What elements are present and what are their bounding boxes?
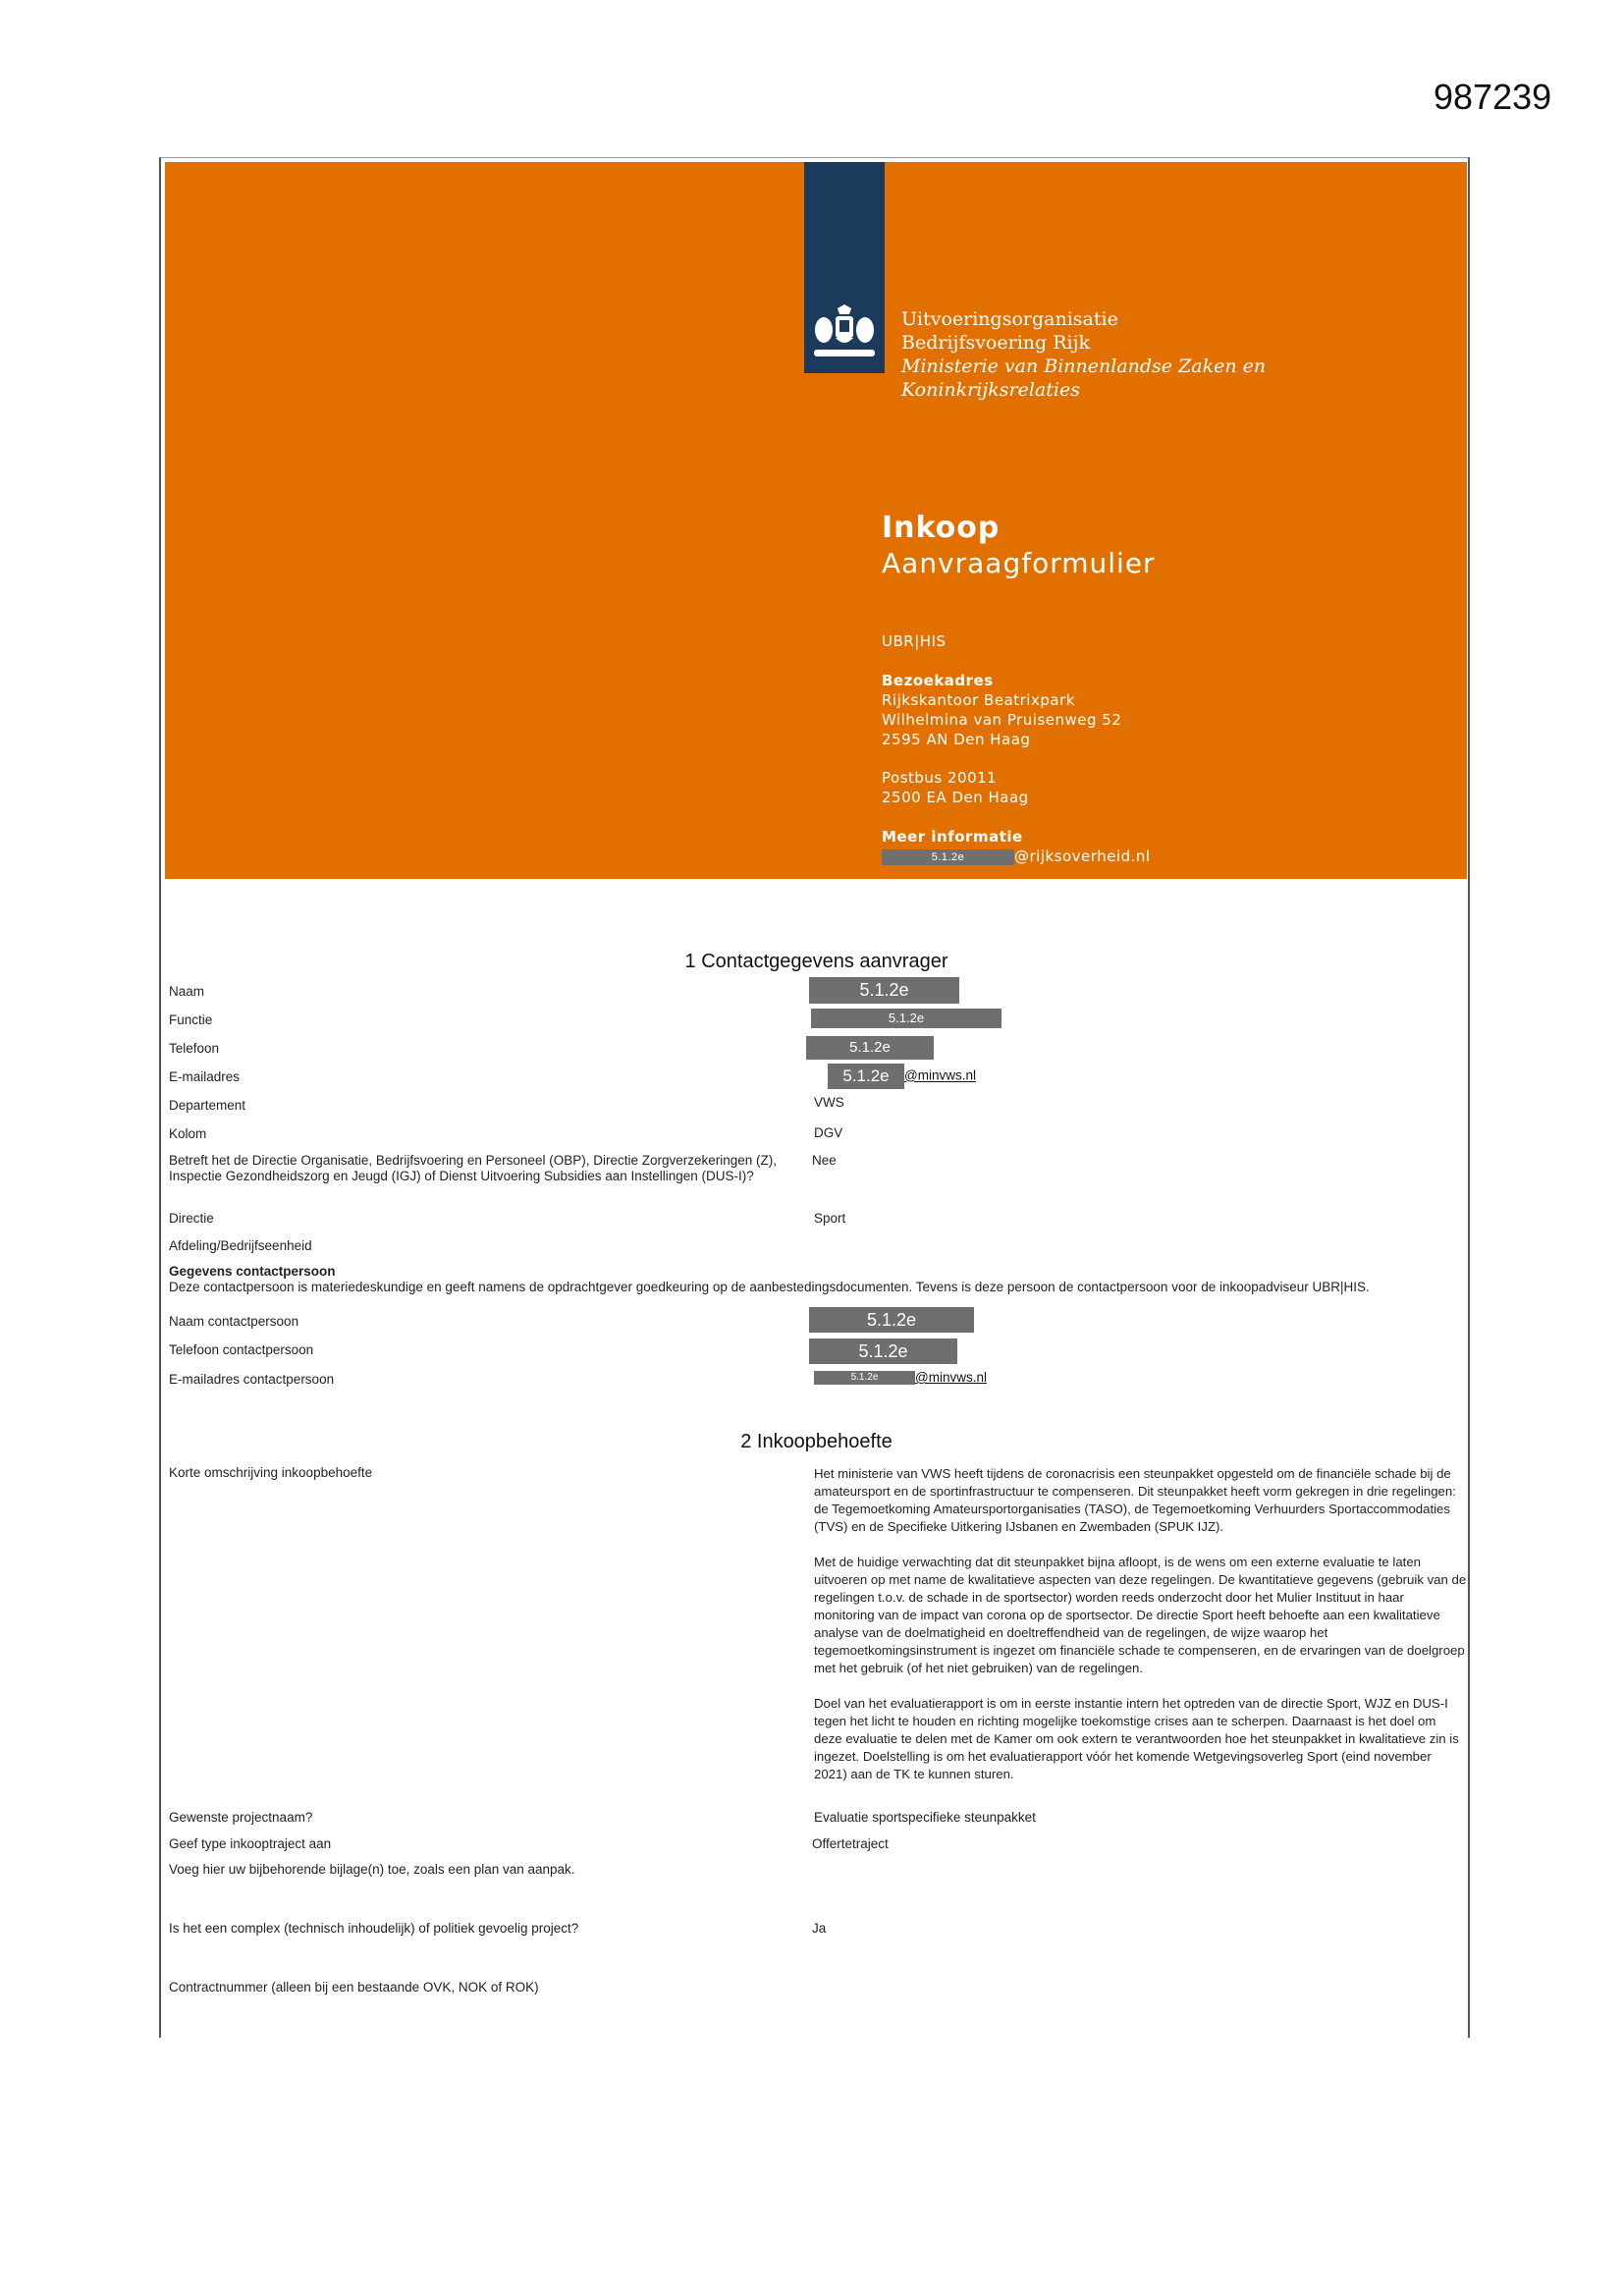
email-contact-domain-link[interactable]: @minvws.nl bbox=[915, 1370, 987, 1385]
departement-value: VWS bbox=[814, 1095, 844, 1110]
more-info bbox=[882, 827, 1151, 866]
naam-label: Naam bbox=[169, 984, 205, 999]
contact-heading: Gegevens contactpersoon bbox=[169, 1264, 336, 1279]
form-subtitle: Aanvraagformulier bbox=[882, 547, 1156, 579]
email-contact-redacted: 5.1.2e bbox=[814, 1371, 915, 1385]
telefoon-label: Telefoon bbox=[169, 1041, 220, 1056]
postbus-line-1: Postbus 20011 bbox=[882, 769, 998, 787]
header-banner bbox=[165, 162, 1467, 879]
kolom-label: Kolom bbox=[169, 1126, 207, 1141]
form-title: Inkoop bbox=[882, 511, 1001, 545]
email-contact-label: E-mailadres contactpersoon bbox=[169, 1372, 335, 1387]
org-line-2: Bedrijfsvoering Rijk bbox=[901, 332, 1091, 354]
betreft-value: Nee bbox=[812, 1153, 837, 1168]
projectnaam-value: Evaluatie sportspecifieke steunpakket bbox=[814, 1810, 1036, 1825]
naam-contact-label: Naam contactpersoon bbox=[169, 1314, 299, 1329]
projectnaam-label: Gewenste projectnaam? bbox=[169, 1810, 313, 1825]
more-info-domain: @rijksoverheid.nl bbox=[1014, 847, 1151, 865]
organisation-name bbox=[901, 307, 1266, 402]
departement-label: Departement bbox=[169, 1098, 246, 1113]
email-label: E-mailadres bbox=[169, 1069, 241, 1084]
tel-contact-label: Telefoon contactpersoon bbox=[169, 1342, 314, 1357]
org-line-3: Ministerie van Binnenlandse Zaken en bbox=[901, 355, 1267, 377]
naam-redacted: 5.1.2e bbox=[809, 977, 959, 1004]
type-value: Offertetraject bbox=[812, 1836, 889, 1851]
visit-line-2: Wilhelmina van Pruisenweg 52 bbox=[882, 711, 1122, 729]
redacted-contact: 5.1.2e bbox=[882, 849, 1014, 865]
email-redacted: 5.1.2e bbox=[828, 1064, 904, 1089]
unit-name: UBR|HIS bbox=[882, 632, 947, 650]
more-info-label: Meer informatie bbox=[882, 828, 1023, 846]
directie-label: Directie bbox=[169, 1211, 214, 1226]
paragraph-1: Het ministerie van VWS heeft tijdens de coronacrisis een steunpakket opgesteld om de financiële schade bij de amateursport en de sportinfrastructuur te compenseren. Dit steunpakket heeft vorm gekregen in drie regelingen: de Tegemoetkoming Amateursportorganisaties (TASO), de Tegemoetkoming Verhuurders Sportaccommodaties (TVS) en de Specifieke Uitkering IJsbanen en Zwembaden (SPUK IJZ). bbox=[814, 1466, 1456, 1534]
org-line-1: Uitvoeringsorganisatie bbox=[901, 308, 1118, 330]
afdeling-label: Afdeling/Bedrijfseenheid bbox=[169, 1238, 312, 1253]
functie-label: Functie bbox=[169, 1012, 213, 1027]
section-2-title: 2 Inkoopbehoefte bbox=[740, 1431, 893, 1452]
postbus-line-2: 2500 EA Den Haag bbox=[882, 789, 1029, 806]
korte-omschrijving-label: Korte omschrijving inkoopbehoefte bbox=[169, 1465, 373, 1480]
naam-contact-redacted: 5.1.2e bbox=[809, 1307, 974, 1333]
kolom-value: DGV bbox=[814, 1125, 843, 1140]
visit-address bbox=[882, 671, 1121, 749]
visit-label: Bezoekadres bbox=[882, 672, 994, 689]
betreft-label: Betreft het de Directie Organisatie, Bedrijfsvoering en Personeel (OBP), Directie Zorgverzekeringen (Z), Inspectie Gezondheidszorg en Jeugd (IGJ) of Dienst Uitvoering Subsidies aan Instellingen (DUS-I)? bbox=[169, 1153, 778, 1183]
functie-redacted: 5.1.2e bbox=[811, 1009, 1001, 1028]
visit-line-3: 2595 AN Den Haag bbox=[882, 731, 1031, 748]
document-number: 987239 bbox=[1434, 77, 1552, 117]
contact-description: Deze contactpersoon is materiedeskundige en geeft namens de opdrachtgever goedkeuring op de aanbestedingsdocumenten. Tevens is deze persoon de contactpersoon voor de inkoopadviseur UBR|HIS. bbox=[169, 1280, 1370, 1294]
org-line-4: Koninkrijksrelaties bbox=[901, 379, 1080, 401]
coat-of-arms-icon bbox=[810, 304, 879, 365]
telefoon-redacted: 5.1.2e bbox=[806, 1036, 934, 1060]
visit-line-1: Rijkskantoor Beatrixpark bbox=[882, 691, 1075, 709]
paragraph-3: Doel van het evaluatierapport is om in eerste instantie intern het optreden van de directie Sport, WJZ en DUS-I tegen het licht te houden en richting mogelijke toekomstige crises aan te scherpen. Daarnaast is het doel om deze evaluatie te delen met de Kamer om ook extern te verantwoorden hoe het steunpakket in kwalitatieve zin is ingezet. Doelstelling is om het evaluatierapport vóór het komende Wetgevingsoverleg Sport (eind november 2021) aan de TK te kunnen sturen. bbox=[814, 1696, 1459, 1781]
form-page bbox=[159, 157, 1470, 2038]
section-1-title: 1 Contactgegevens aanvrager bbox=[684, 951, 948, 972]
korte-omschrijving-value bbox=[814, 1465, 1467, 1801]
type-label: Geef type inkooptraject aan bbox=[169, 1836, 332, 1851]
postal-address bbox=[882, 768, 1029, 807]
complex-value: Ja bbox=[812, 1921, 827, 1936]
contractnummer-label: Contractnummer (alleen bij een bestaande OVK, NOK of ROK) bbox=[169, 1980, 539, 1995]
directie-value: Sport bbox=[814, 1211, 846, 1226]
complex-label: Is het een complex (technisch inhoudelijk) of politiek gevoelig project? bbox=[169, 1921, 579, 1936]
paragraph-2: Met de huidige verwachting dat dit steunpakket bijna afloopt, is de wens om een externe evaluatie te laten uitvoeren op met name de kwalitatieve aspecten van deze regelingen. De kwantitatieve gegevens (gebruik van de regelingen t.o.v. de schade in de sportsector) worden reeds onderzocht door het Mulier Instituut in haar monitoring van de impact van corona op de sportsector. De directie Sport heeft behoefte aan een kwalitatieve analyse van de doelmatigheid en doeltreffendheid van de regelingen, de wijze waarop het tegemoetkomingsinstrument is ingezet om financiële schade te compenseren, en de ervaringen van de doelgroep met het gebruik (of het niet gebruiken) van de regelingen. bbox=[814, 1555, 1467, 1675]
tel-contact-redacted: 5.1.2e bbox=[809, 1339, 957, 1364]
email-domain-link[interactable]: @minvws.nl bbox=[904, 1067, 976, 1083]
bijlage-label: Voeg hier uw bijbehorende bijlage(n) toe, zoals een plan van aanpak. bbox=[169, 1862, 575, 1877]
